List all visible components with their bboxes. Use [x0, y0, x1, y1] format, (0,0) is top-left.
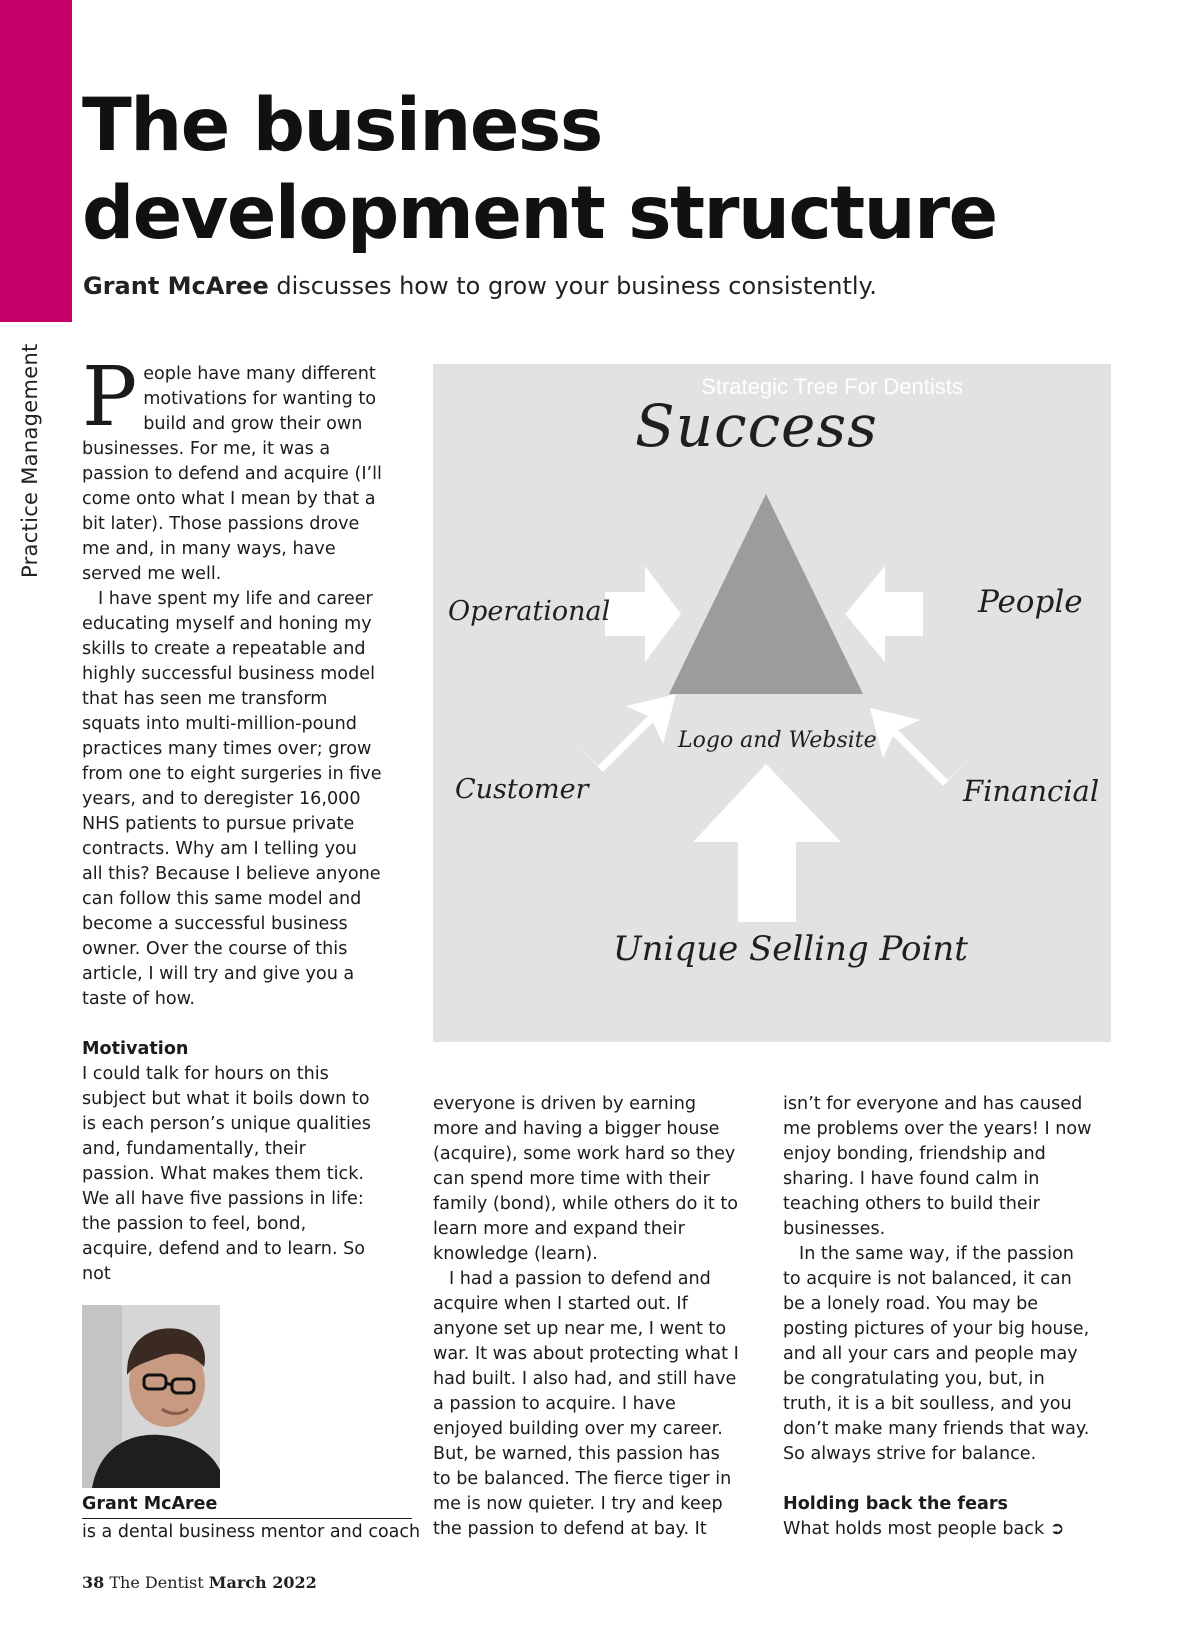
arrow-up-left-icon — [870, 708, 973, 786]
label-operational: Operational — [448, 596, 611, 627]
paragraph: I have spent my life and career educating myself and honing my skills to create a repeatable and highly successful business model that has seen me transform squats into multi-million-pound practices many times over; grow from one to eight surgeries in five years, and to deregister 16,000 NHS patients to pursue private contracts. Why am I telling you all this? Because I believe anyone can follow this same model and become a successful business owner. Over the course of this article, I will try and give you a taste of how. — [82, 589, 382, 1009]
paragraph: I could talk for hours on this subject but what it boils down to is each person’s unique qualities and, fundamentally, their passion. What makes them tick. We all have five passions in life: the passion to feel, bond, acquire, defend and to learn. So not — [82, 1064, 371, 1284]
arrow-right-icon — [605, 566, 681, 662]
article-title: The business development structure — [82, 83, 997, 256]
arrow-up-large-icon — [693, 764, 841, 922]
text-column-3 — [783, 1092, 1093, 1542]
drop-cap: P — [82, 350, 138, 445]
subheading: Holding back the fears — [783, 1494, 1009, 1514]
continue-arrow-icon: ➲ — [1049, 1519, 1065, 1539]
text-column-2 — [433, 1092, 743, 1542]
label-financial: Financial — [963, 774, 1100, 808]
page-footer — [82, 1573, 317, 1592]
strategic-tree-figure — [433, 364, 1111, 1042]
standfirst-author: Grant McAree — [83, 272, 269, 300]
issue-date: March 2022 — [208, 1573, 317, 1592]
author-role: is a dental business mentor and coach — [82, 1522, 421, 1542]
label-customer: Customer — [455, 774, 589, 805]
accent-bar — [0, 0, 72, 322]
label-success: Success — [635, 392, 878, 460]
magazine-name: The Dentist — [109, 1573, 204, 1592]
author-name: Grant McAree — [82, 1494, 412, 1519]
paragraph: I had a passion to defend and acquire when I started out. If anyone set up near me, I went to war. It was about protecting what I had built. I also had, and still have a passion to acquire. I have enjoyed building over my career. But, be warned, this passion has to be balanced. The fierce tiger in me is now quieter. I try and keep the passion to defend at bay. It — [433, 1269, 739, 1539]
arrow-left-icon — [845, 566, 923, 662]
paragraph-text: eople have many different motivations for wanting to build and grow their own businesses. For me, it was a passion to defend and acquire (I’ll come onto what I mean by that a bit later). Those passions drove me and, in many ways, have served me well. — [82, 364, 382, 584]
label-logo-website: Logo and Website — [678, 728, 877, 753]
author-photo — [82, 1305, 220, 1488]
paragraph: In the same way, if the passion to acquire is not balanced, it can be a lonely road. You may be posting pictures of your big house, and all your cars and people may be congratulating you, but, in truth, it is a bit soulless, and you don’t make many friends that way. So always strive for balance. — [783, 1244, 1090, 1464]
section-label: Practice Management — [18, 343, 42, 578]
standfirst-text: discusses how to grow your business consistently. — [276, 272, 877, 300]
label-people: People — [978, 584, 1083, 620]
paragraph: everyone is driven by earning more and having a bigger house (acquire), some work hard so they can spend more time with their family (bond), while others do it to learn more and expand their knowledge (learn). — [433, 1094, 738, 1264]
arrow-up-right-icon — [573, 694, 676, 772]
success-triangle — [669, 494, 863, 694]
paragraph — [783, 1517, 1093, 1542]
paragraph — [82, 350, 382, 587]
label-unique-selling-point: Unique Selling Point — [613, 929, 968, 969]
subheading: Motivation — [82, 1039, 189, 1059]
page-number: 38 — [82, 1573, 105, 1592]
figure-caption: Strategic Tree For Dentists — [701, 374, 963, 399]
paragraph-text: What holds most people back — [783, 1519, 1045, 1539]
author-portrait — [82, 1305, 220, 1488]
text-column-1 — [82, 350, 382, 1287]
standfirst — [83, 272, 1133, 300]
paragraph: isn’t for everyone and has caused me problems over the years! I now enjoy bonding, friendship and sharing. I have found calm in teaching others to build their businesses. — [783, 1094, 1092, 1239]
